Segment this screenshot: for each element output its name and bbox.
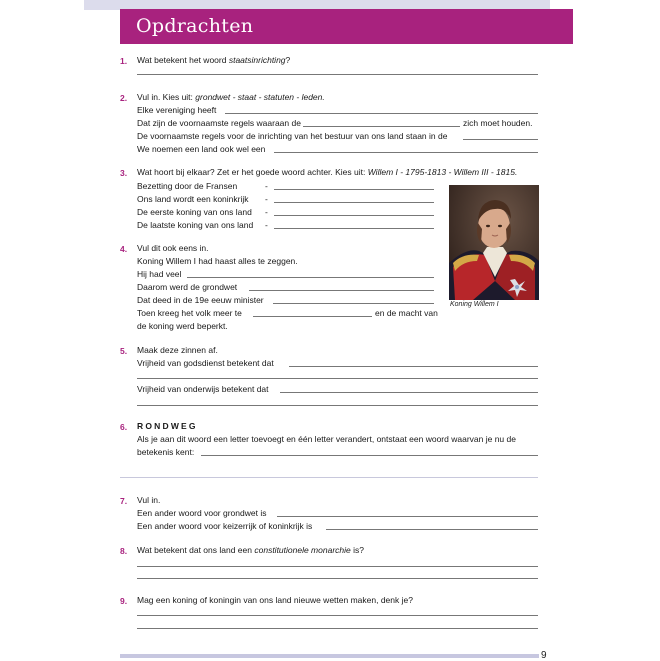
portrait-image: [449, 185, 539, 300]
question-3-row: De laatste koning van ons land: [137, 220, 254, 230]
answer-line[interactable]: [274, 189, 434, 190]
question-5-line: Vrijheid van onderwijs betekent dat: [137, 384, 269, 394]
answer-line[interactable]: [137, 628, 538, 629]
separator: [120, 477, 538, 478]
question-2-line: Dat zijn de voornaamste regels waaraan de: [137, 118, 301, 128]
question-3-intro: Wat hoort bij elkaar? Zet er het goede woord achter. Kies uit: Willem I - 1795-1813 - Willem III - 1815.: [137, 167, 518, 177]
answer-line[interactable]: [253, 316, 372, 317]
question-7-line: Een ander woord voor keizerrijk of koninkrijk is: [137, 521, 313, 531]
answer-line[interactable]: [187, 277, 434, 278]
question-6-line: betekenis kent:: [137, 447, 195, 457]
question-4-line: Dat deed in de 19e eeuw minister: [137, 295, 264, 305]
question-number: 5.: [120, 346, 128, 356]
question-3-row: De eerste koning van ons land: [137, 207, 252, 217]
question-number: 9.: [120, 596, 128, 606]
answer-line[interactable]: [280, 392, 538, 393]
question-1-text: Wat betekent het woord staatsinrichting?: [137, 55, 291, 65]
question-number: 2.: [120, 93, 128, 103]
answer-line[interactable]: [274, 152, 538, 153]
answer-line[interactable]: [277, 516, 538, 517]
answer-line[interactable]: [274, 228, 434, 229]
question-4-line: en de macht van: [375, 308, 438, 318]
question-4-line: Daarom werd de grondwet: [137, 282, 238, 292]
answer-line[interactable]: [201, 455, 538, 456]
answer-line[interactable]: [303, 126, 460, 127]
answer-line[interactable]: [326, 529, 538, 530]
question-2-line: Elke vereniging heeft: [137, 105, 217, 115]
question-4-line: Hij had veel: [137, 269, 182, 279]
dash: -: [265, 181, 268, 191]
question-8-text: Wat betekent dat ons land een constitutionele monarchie is?: [137, 545, 364, 555]
question-5-line: Vrijheid van godsdienst betekent dat: [137, 358, 274, 368]
answer-line[interactable]: [137, 566, 538, 567]
page-title: Opdrachten: [136, 15, 254, 37]
dash: -: [265, 194, 268, 204]
question-number: 8.: [120, 546, 128, 556]
question-7-line: Een ander woord voor grondwet is: [137, 508, 267, 518]
answer-line[interactable]: [137, 405, 538, 406]
question-4-intro: Vul dit ook eens in.: [137, 243, 209, 253]
question-number: 7.: [120, 496, 128, 506]
question-4-line: Toen kreeg het volk meer te: [137, 308, 242, 318]
answer-line[interactable]: [249, 290, 434, 291]
answer-line[interactable]: [274, 215, 434, 216]
question-4-line: Koning Willem I had haast alles te zeggen.: [137, 256, 298, 266]
question-number: 1.: [120, 56, 128, 66]
answer-line[interactable]: [289, 366, 538, 367]
page-number: 9: [541, 650, 547, 661]
question-9-text: Mag een koning of koningin van ons land nieuwe wetten maken, denk je?: [137, 595, 413, 605]
question-2-line: We noemen een land ook wel een: [137, 144, 266, 154]
question-3-row: Bezetting door de Fransen: [137, 181, 238, 191]
answer-line[interactable]: [137, 378, 538, 379]
question-4-line: de koning werd beperkt.: [137, 321, 228, 331]
portrait-illustration: [449, 185, 539, 300]
question-number: 6.: [120, 422, 128, 432]
question-2-suffix: zich moet houden.: [463, 118, 533, 128]
footer-bar: [120, 654, 539, 658]
answer-line[interactable]: [274, 202, 434, 203]
dash: -: [265, 220, 268, 230]
answer-line[interactable]: [273, 303, 434, 304]
answer-line[interactable]: [137, 74, 538, 75]
answer-line[interactable]: [137, 578, 538, 579]
image-caption: Koning Willem I: [450, 301, 499, 308]
question-7-intro: Vul in.: [137, 495, 161, 505]
question-5-intro: Maak deze zinnen af.: [137, 345, 218, 355]
question-2-line: De voornaamste regels voor de inrichting van het bestuur van ons land staan in de: [137, 131, 448, 141]
answer-line[interactable]: [137, 615, 538, 616]
rondweg-word: RONDWEG: [137, 421, 198, 431]
answer-line[interactable]: [225, 113, 538, 114]
question-6-line: Als je aan dit woord een letter toevoegt en één letter verandert, ontstaat een woord waarvan je nu de: [137, 434, 516, 444]
question-number: 4.: [120, 244, 128, 254]
answer-line[interactable]: [463, 139, 538, 140]
question-3-row: Ons land wordt een koninkrijk: [137, 194, 249, 204]
question-number: 3.: [120, 168, 128, 178]
dash: -: [265, 207, 268, 217]
question-2-intro: Vul in. Kies uit: grondwet - staat - statuten - leden.: [137, 92, 325, 102]
title-bar: [120, 9, 573, 44]
